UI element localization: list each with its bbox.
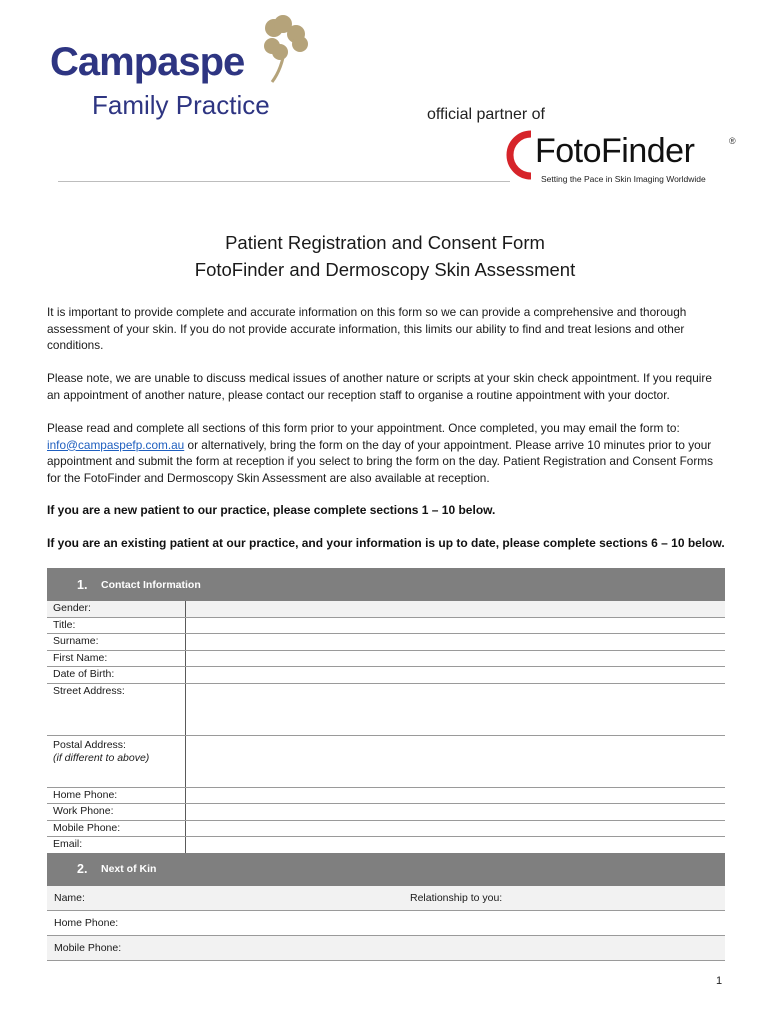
intro-paragraph-1: It is important to provide complete and accurate information on this form so we can provide a comprehensive and thorough assessment of your skin. If you do not provide accurate information, this limits our ability to find and treat lesions and other conditions.: [47, 305, 687, 352]
kin-name-row[interactable]: [47, 886, 725, 911]
table-row: [47, 617, 725, 634]
table-row: [47, 804, 725, 821]
registered-mark: ®: [729, 136, 736, 146]
table-row: [47, 601, 725, 617]
table-row: [47, 683, 725, 735]
postal-address-field[interactable]: [186, 735, 726, 787]
clover-icon: [252, 14, 312, 84]
dob-label: Date of Birth:: [47, 667, 186, 684]
campaspe-logo: [50, 14, 310, 120]
table-row: [47, 634, 725, 651]
fotofinder-tagline: Setting the Pace in Skin Imaging Worldwide: [541, 174, 706, 184]
email-label: Email:: [47, 837, 186, 853]
new-patient-instruction: If you are a new patient to our practice, please complete sections 1 – 10 below.: [47, 503, 496, 517]
home-phone-field[interactable]: [186, 787, 726, 804]
page-subtitle: FotoFinder and Dermoscopy Skin Assessment: [194, 259, 576, 280]
mobile-phone-field[interactable]: [186, 820, 726, 837]
table-row: [47, 837, 725, 853]
existing-patient-instruction: If you are an existing patient at our practice, and your information is up to date, please complete sections 6 – 10 below.: [47, 536, 725, 550]
postal-address-text: Postal Address:: [53, 738, 126, 751]
page-title: Patient Registration and Consent Form: [225, 232, 545, 253]
gender-label: Gender:: [47, 601, 186, 617]
logo-main-text: Campaspe: [50, 40, 245, 84]
table-row: [47, 667, 725, 684]
intro-paragraph-3: [47, 420, 725, 486]
header-divider: [58, 181, 510, 182]
postal-address-note: (if different to above): [53, 752, 150, 764]
kin-home-phone-row[interactable]: [47, 911, 725, 936]
first-name-field[interactable]: [186, 650, 726, 667]
intro-p3-text-a: Please read and complete all sections of this form prior to your appointment. Once completed, you may email the form to:: [47, 421, 680, 435]
kin-name-label: Name:: [54, 891, 85, 904]
contact-info-table: [47, 601, 725, 853]
section-1-header: [47, 568, 725, 601]
kin-mobile-phone-label: Mobile Phone:: [54, 941, 122, 954]
section-1-number: 1.: [77, 577, 88, 592]
email-link[interactable]: info@campaspefp.com.au: [47, 437, 185, 452]
table-row: [47, 650, 725, 667]
partner-label: official partner of: [427, 106, 545, 123]
page-number: 1: [716, 975, 723, 987]
table-row: [47, 787, 725, 804]
mobile-phone-label: Mobile Phone:: [47, 820, 186, 837]
surname-field[interactable]: [186, 634, 726, 651]
surname-label: Surname:: [47, 634, 186, 651]
postal-address-label: [47, 735, 186, 787]
gender-field[interactable]: [186, 601, 726, 617]
section-2-header: [47, 853, 725, 886]
section-2-title: Next of Kin: [101, 863, 157, 875]
kin-mobile-phone-row[interactable]: [47, 936, 725, 961]
home-phone-label: Home Phone:: [47, 787, 186, 804]
kin-relationship-label: Relationship to you:: [410, 891, 503, 904]
title-label: Title:: [47, 617, 186, 634]
street-address-label: Street Address:: [47, 683, 186, 735]
first-name-label: First Name:: [47, 650, 186, 667]
section-1-title: Contact Information: [101, 578, 201, 591]
street-address-field[interactable]: [186, 683, 726, 735]
work-phone-field[interactable]: [186, 804, 726, 821]
table-row: [47, 820, 725, 837]
email-field[interactable]: [186, 837, 726, 853]
logo-sub-text: Family Practice: [92, 90, 270, 120]
title-field[interactable]: [186, 617, 726, 634]
registration-form: [47, 568, 725, 961]
fotofinder-logo: [505, 130, 745, 190]
section-2-number: 2.: [77, 862, 88, 876]
work-phone-label: Work Phone:: [47, 804, 186, 821]
table-row: [47, 735, 725, 787]
intro-paragraph-2: Please note, we are unable to discuss medical issues of another nature or scripts at your skin check appointment. If you require an appointment of another nature, please contact our reception staff to organise a routine appointment with your doctor.: [47, 371, 712, 402]
fotofinder-name: FotoFinder: [535, 132, 695, 170]
kin-home-phone-label: Home Phone:: [54, 916, 119, 929]
intro-p3-text-b: or alternatively, bring the form on the day of your appointment. Please arrive 10 minutes prior to your appointment and submit the form at reception if you select to bring the form on the day. Patient Registration and Consent Forms for the FotoFinder and Dermoscopy Skin Assessment are also available at reception.: [47, 437, 714, 485]
dob-field[interactable]: [186, 667, 726, 684]
